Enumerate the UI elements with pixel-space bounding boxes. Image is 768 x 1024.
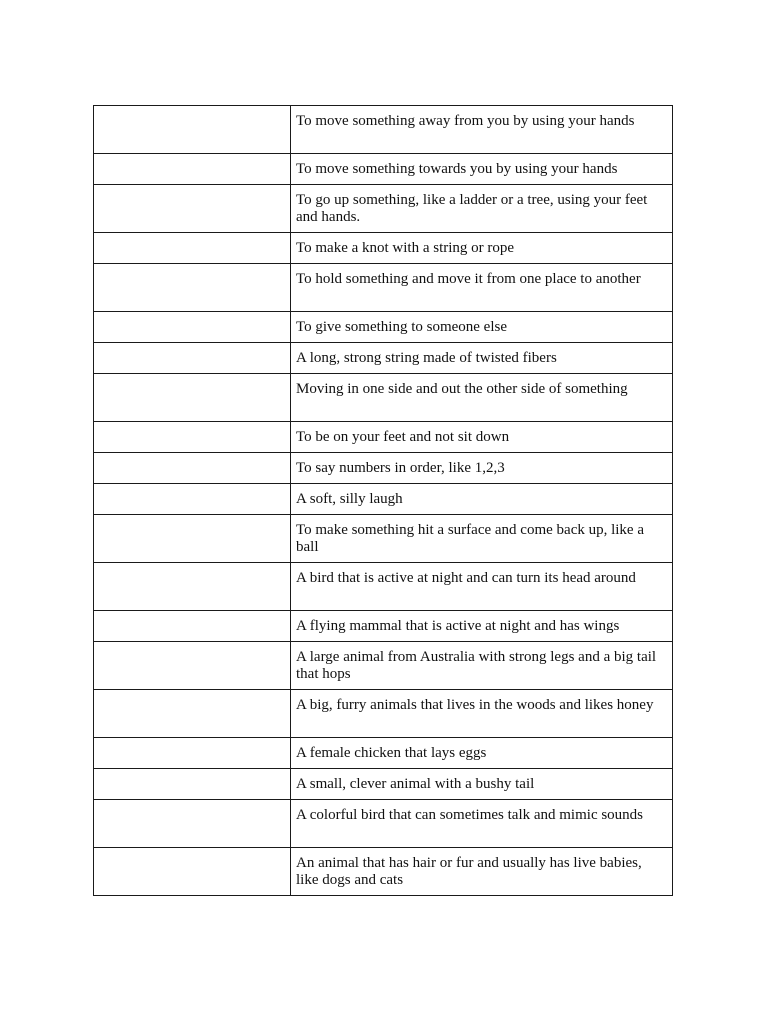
definition-cell: A large animal from Australia with strong legs and a big tail that hops bbox=[291, 642, 673, 690]
table-row bbox=[94, 264, 673, 312]
definition-cell: A colorful bird that can sometimes talk and mimic sounds bbox=[291, 800, 673, 848]
table-row bbox=[94, 374, 673, 422]
vocabulary-word-blank[interactable] bbox=[94, 515, 291, 563]
vocabulary-word-blank[interactable] bbox=[94, 642, 291, 690]
table-row bbox=[94, 642, 673, 690]
definition-cell: To give something to someone else bbox=[291, 312, 673, 343]
vocabulary-word-blank[interactable] bbox=[94, 106, 291, 154]
table-row bbox=[94, 515, 673, 563]
definition-cell: To move something away from you by using your hands bbox=[291, 106, 673, 154]
table-row bbox=[94, 233, 673, 264]
vocabulary-word-blank[interactable] bbox=[94, 848, 291, 896]
definition-cell: A flying mammal that is active at night and has wings bbox=[291, 611, 673, 642]
vocabulary-table bbox=[93, 105, 673, 896]
table-row bbox=[94, 106, 673, 154]
table-row bbox=[94, 484, 673, 515]
vocabulary-word-blank[interactable] bbox=[94, 800, 291, 848]
table-row bbox=[94, 312, 673, 343]
table-row bbox=[94, 690, 673, 738]
table-row bbox=[94, 800, 673, 848]
vocabulary-word-blank[interactable] bbox=[94, 769, 291, 800]
definition-cell: A bird that is active at night and can turn its head around bbox=[291, 563, 673, 611]
vocabulary-word-blank[interactable] bbox=[94, 453, 291, 484]
definition-cell: A small, clever animal with a bushy tail bbox=[291, 769, 673, 800]
vocabulary-word-blank[interactable] bbox=[94, 690, 291, 738]
table-row bbox=[94, 343, 673, 374]
vocabulary-word-blank[interactable] bbox=[94, 374, 291, 422]
table-row bbox=[94, 848, 673, 896]
vocabulary-word-blank[interactable] bbox=[94, 233, 291, 264]
table-row bbox=[94, 611, 673, 642]
vocabulary-table-body bbox=[94, 106, 673, 896]
definition-cell: A female chicken that lays eggs bbox=[291, 738, 673, 769]
definition-cell: An animal that has hair or fur and usually has live babies, like dogs and cats bbox=[291, 848, 673, 896]
vocabulary-word-blank[interactable] bbox=[94, 738, 291, 769]
definition-cell: To hold something and move it from one place to another bbox=[291, 264, 673, 312]
vocabulary-word-blank[interactable] bbox=[94, 563, 291, 611]
definition-cell: To move something towards you by using your hands bbox=[291, 154, 673, 185]
definition-cell: To say numbers in order, like 1,2,3 bbox=[291, 453, 673, 484]
vocabulary-word-blank[interactable] bbox=[94, 264, 291, 312]
table-row bbox=[94, 769, 673, 800]
definition-cell: A soft, silly laugh bbox=[291, 484, 673, 515]
vocabulary-word-blank[interactable] bbox=[94, 312, 291, 343]
definition-cell: Moving in one side and out the other side of something bbox=[291, 374, 673, 422]
vocabulary-word-blank[interactable] bbox=[94, 154, 291, 185]
definition-cell: To make something hit a surface and come back up, like a ball bbox=[291, 515, 673, 563]
vocabulary-word-blank[interactable] bbox=[94, 611, 291, 642]
definition-cell: To go up something, like a ladder or a tree, using your feet and hands. bbox=[291, 185, 673, 233]
definition-cell: A long, strong string made of twisted fibers bbox=[291, 343, 673, 374]
table-row bbox=[94, 185, 673, 233]
definition-cell: A big, furry animals that lives in the woods and likes honey bbox=[291, 690, 673, 738]
table-row bbox=[94, 453, 673, 484]
vocabulary-word-blank[interactable] bbox=[94, 343, 291, 374]
definition-cell: To make a knot with a string or rope bbox=[291, 233, 673, 264]
table-row bbox=[94, 738, 673, 769]
table-row bbox=[94, 422, 673, 453]
table-row bbox=[94, 563, 673, 611]
vocabulary-word-blank[interactable] bbox=[94, 185, 291, 233]
table-row bbox=[94, 154, 673, 185]
vocabulary-word-blank[interactable] bbox=[94, 422, 291, 453]
definition-cell: To be on your feet and not sit down bbox=[291, 422, 673, 453]
vocabulary-word-blank[interactable] bbox=[94, 484, 291, 515]
